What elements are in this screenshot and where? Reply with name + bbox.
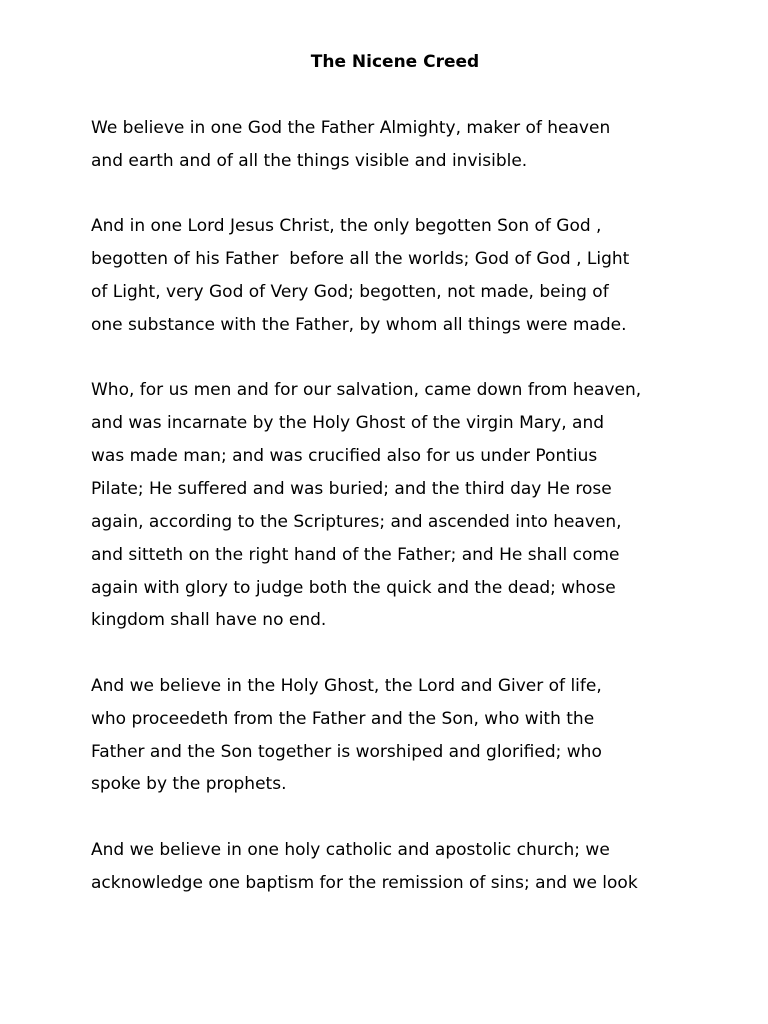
paragraph-3-line-4: Pilate; He suffered and was buried; and the third day He rose: [91, 479, 612, 499]
paragraph-2-line-3: of Light, very God of Very God; begotten, not made, being of: [91, 282, 609, 302]
paragraph-2-line-2: begotten of his Father before all the worlds; God of God , Light: [91, 249, 630, 269]
paragraph-3-line-6: and sitteth on the right hand of the Father; and He shall come: [91, 545, 620, 565]
paragraph-3-line-5: again, according to the Scriptures; and ascended into heaven,: [91, 512, 622, 532]
paragraph-3-line-3: was made man; and was crucified also for us under Pontius: [91, 446, 598, 466]
paragraph-1-line-1: We believe in one God the Father Almighty, maker of heaven: [91, 118, 611, 138]
paragraph-5-line-1: And we believe in one holy catholic and apostolic church; we: [91, 840, 610, 860]
paragraph-3-line-1: Who, for us men and for our salvation, came down from heaven,: [91, 380, 642, 400]
paragraph-2-line-1: And in one Lord Jesus Christ, the only begotten Son of God ,: [91, 216, 602, 236]
paragraph-4-line-1: And we believe in the Holy Ghost, the Lord and Giver of life,: [91, 676, 602, 696]
paragraph-3-line-7: again with glory to judge both the quick and the dead; whose: [91, 578, 616, 598]
paragraph-3-line-8: kingdom shall have no end.: [91, 610, 327, 630]
paragraph-4-line-3: Father and the Son together is worshiped and glorified; who: [91, 742, 602, 762]
paragraph-2-line-4: one substance with the Father, by whom all things were made.: [91, 315, 627, 335]
paragraph-3-line-2: and was incarnate by the Holy Ghost of the virgin Mary, and: [91, 413, 605, 433]
paragraph-4-line-4: spoke by the prophets.: [91, 774, 287, 794]
document-title: The Nicene Creed: [310, 52, 480, 72]
paragraph-4-line-2: who proceedeth from the Father and the Son, who with the: [91, 709, 595, 729]
paragraph-5-line-2: acknowledge one baptism for the remission of sins; and we look: [91, 873, 638, 893]
paragraph-1-line-2: and earth and of all the things visible and invisible.: [91, 151, 528, 171]
